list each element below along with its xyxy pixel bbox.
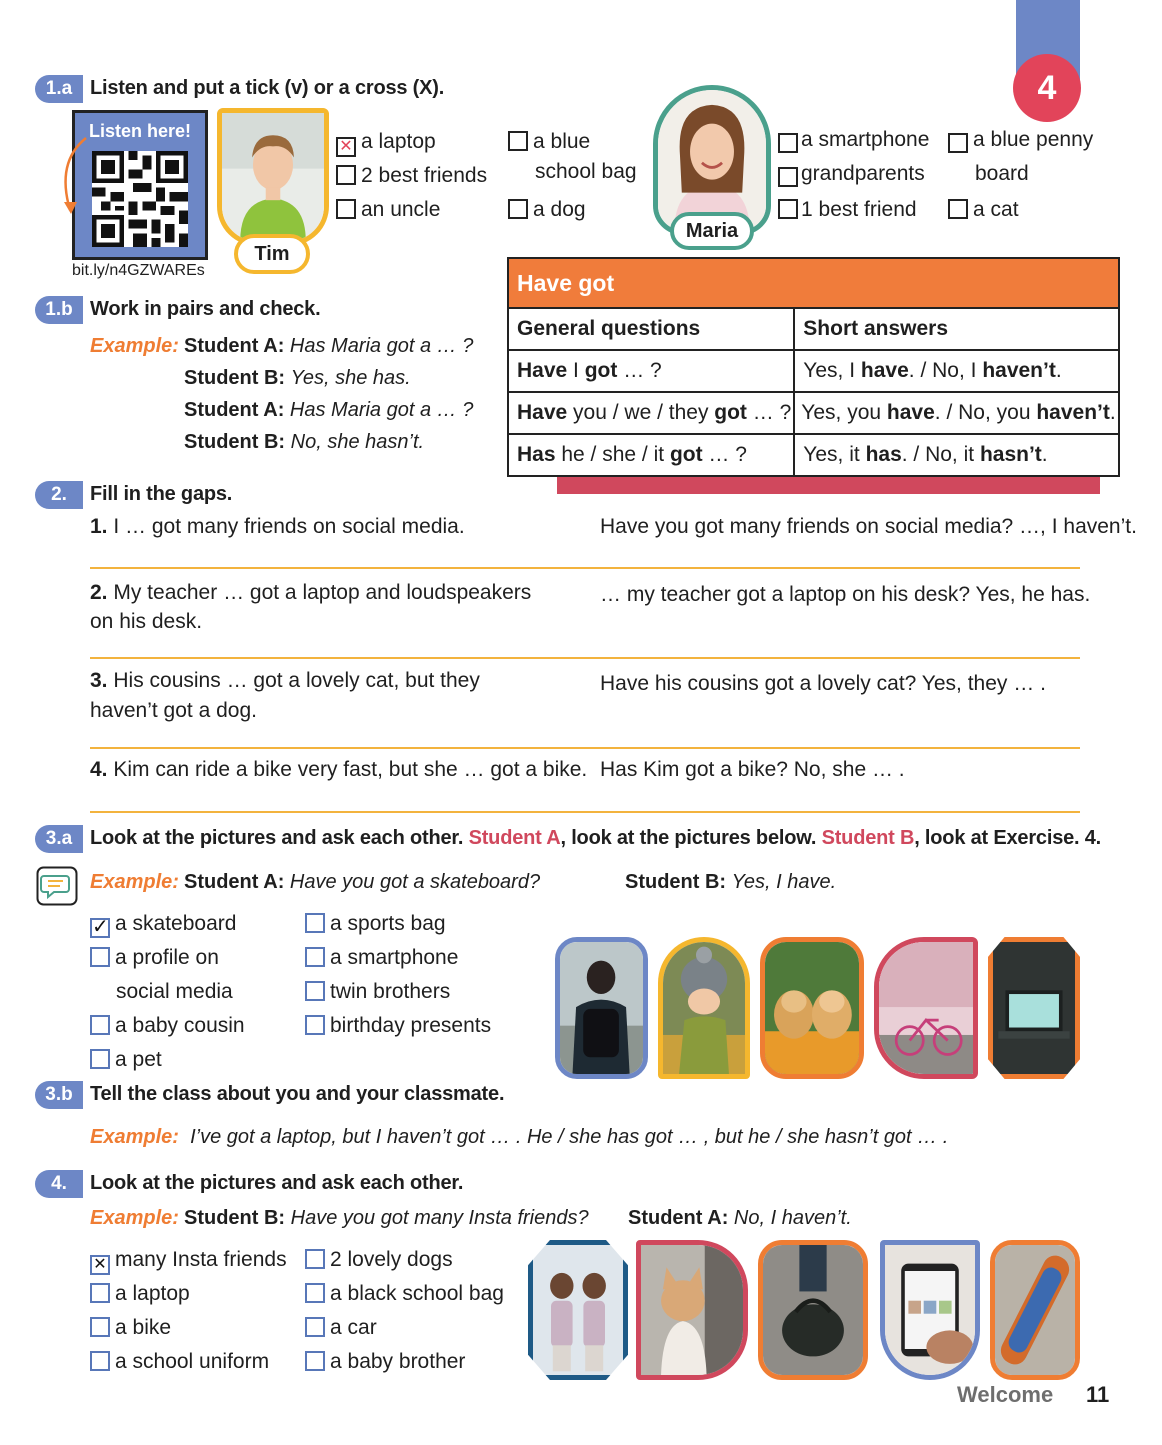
checkbox[interactable] (778, 199, 798, 219)
grammar-title: Have got (508, 258, 1119, 308)
audio-link[interactable]: bit.ly/n4GZWAREs (72, 262, 205, 279)
item-label: 2 best friends (361, 164, 488, 187)
checklist-item (90, 1014, 245, 1038)
item-label: a pet (115, 1048, 162, 1071)
checkbox[interactable] (948, 133, 968, 153)
grammar-header-answers: Short answers (794, 308, 1118, 350)
exercise-title-3b: Tell the class about you and your classmate. (90, 1083, 505, 1105)
divider (90, 747, 1080, 749)
example-sentence: Example: I’ve got a laptop, but I haven’t got … . He / she has got … , but he / she hasn’t got … . (90, 1126, 949, 1148)
item-label: a dog (533, 198, 586, 221)
item-label: a baby brother (330, 1350, 466, 1373)
checkbox[interactable] (90, 1015, 110, 1035)
checklist-item-cont: social media (116, 980, 233, 1003)
checkbox[interactable] (778, 167, 798, 187)
checkbox[interactable] (305, 1283, 325, 1303)
grammar-row (508, 434, 1119, 476)
grammar-answer: Yes, you have. / No, you haven’t. (794, 392, 1118, 434)
item-label: a car (330, 1316, 377, 1339)
grammar-row (508, 392, 1119, 434)
exercise-title-1b: Work in pairs and check. (90, 298, 321, 320)
checklist-item (90, 946, 219, 970)
item-label: a laptop (115, 1282, 190, 1305)
checkbox[interactable] (305, 913, 325, 933)
photo-smartphone (880, 1240, 980, 1380)
checklist-item (90, 1350, 269, 1374)
item-label: a blue penny (973, 128, 1094, 151)
item-label: 2 lovely dogs (330, 1248, 453, 1271)
dialogue-line: Student A: Has Maria got a … ? (184, 399, 474, 421)
checklist-item-cont: board (975, 162, 1029, 185)
checklist-item (305, 1282, 504, 1306)
gap-item-left: 3. His cousins … got a lovely cat, but they (90, 669, 480, 692)
item-label: a laptop (361, 130, 436, 153)
grammar-table (507, 257, 1120, 477)
exercise-title-3a: Look at the pictures and ask each other. Student A, look at the pictures below. Student B, look at Exercise. 4. (90, 827, 1102, 849)
checkbox[interactable] (90, 947, 110, 967)
checkbox[interactable] (305, 981, 325, 1001)
gap-item-right: … my teacher got a laptop on his desk? Yes, he has. (600, 583, 1091, 606)
grammar-answer: Yes, it has. / No, it hasn’t. (794, 434, 1118, 476)
dialogue-line: Student A: Have you got a skateboard? (184, 871, 541, 893)
checkbox[interactable] (948, 199, 968, 219)
item-label: a cat (973, 198, 1019, 221)
checkbox-crossed[interactable]: ✕ (90, 1255, 110, 1275)
qr-code[interactable] (92, 151, 188, 247)
tim-photo (217, 108, 329, 246)
listen-here-label: Listen here! (88, 121, 192, 141)
checklist-item (90, 1316, 171, 1340)
dialogue-line: Student B: No, she hasn’t. (184, 431, 425, 453)
exercise-badge-2: 2. (35, 481, 83, 509)
checkbox-ticked[interactable]: ✓ (92, 916, 109, 938)
checkbox[interactable] (305, 1351, 325, 1371)
unit-number-badge: 4 (1013, 54, 1081, 122)
checklist-item (305, 1248, 453, 1272)
checklist-item (778, 198, 917, 222)
checkbox[interactable] (336, 199, 356, 219)
grammar-question: Have you / we / they got … ? (508, 392, 794, 434)
checkbox[interactable] (336, 165, 356, 185)
checkbox[interactable] (305, 1249, 325, 1269)
page-number: 11 (1086, 1382, 1110, 1407)
item-label: a smartphone (330, 946, 459, 969)
tim-name-label: Tim (234, 234, 310, 274)
grammar-question: Have I got … ? (508, 350, 794, 392)
checklist-item (90, 912, 236, 938)
checkbox[interactable] (90, 1351, 110, 1371)
checklist-item (336, 130, 436, 157)
item-label: many Insta friends (115, 1248, 287, 1271)
example-label: Example: (90, 335, 179, 357)
item-label: a school uniform (115, 1350, 270, 1373)
divider (90, 657, 1080, 659)
dialogue-line: Student B: Have you got many Insta friends? (184, 1207, 589, 1229)
item-label: 1 best friend (801, 198, 917, 221)
checklist-item (508, 198, 586, 222)
photo-kitten (636, 1240, 748, 1380)
checklist-item (948, 128, 1093, 153)
example-label: Example: (90, 871, 179, 893)
checklist-item (508, 130, 590, 154)
item-label: a baby cousin (115, 1014, 245, 1037)
checklist-item (778, 128, 929, 153)
item-label: a smartphone (801, 128, 930, 151)
grammar-answer: Yes, I have. / No, I haven’t. (794, 350, 1118, 392)
footer-section-title: Welcome (957, 1382, 1054, 1407)
maria-name-label: Maria (670, 212, 754, 250)
item-label: an uncle (361, 198, 441, 221)
speech-bubble-icon (36, 866, 78, 906)
photo-puppies (760, 937, 864, 1079)
exercise-badge-1a: 1.a (35, 75, 83, 103)
item-label: a skateboard (115, 912, 237, 935)
checkbox[interactable] (90, 1283, 110, 1303)
photo-twin-boys (528, 1240, 628, 1380)
checklist-item (305, 1350, 465, 1374)
item-label: grandparents (801, 162, 925, 185)
checkbox-crossed[interactable]: ✕ (336, 137, 356, 157)
gap-item-left: 4. Kim can ride a bike very fast, but she … got a bike. (90, 758, 588, 781)
item-label: a blue (533, 130, 591, 153)
dialogue-line: Student B: Yes, I have. (625, 871, 837, 893)
exercise-title-4: Look at the pictures and ask each other. (90, 1172, 464, 1194)
checklist-item (305, 912, 446, 936)
item-label: birthday presents (330, 1014, 492, 1037)
checklist-item (305, 1316, 377, 1340)
checkbox[interactable] (778, 133, 798, 153)
gap-item-left-cont: haven’t got a dog. (90, 699, 257, 722)
exercise-title-2: Fill in the gaps. (90, 483, 233, 505)
checklist-item (305, 1014, 491, 1038)
photo-laptop (988, 937, 1080, 1079)
qr-panel[interactable] (72, 110, 208, 260)
checklist-item-cont: school bag (535, 160, 637, 183)
dialogue-line: Student A: Has Maria got a … ? (184, 335, 474, 357)
checklist-item (305, 980, 450, 1004)
checkbox[interactable] (508, 131, 528, 151)
photo-bicycle (874, 937, 978, 1079)
gap-item-right: Have you got many friends on social media? …, I haven’t. (600, 515, 1137, 538)
item-label: twin brothers (330, 980, 451, 1003)
photo-black-bag (758, 1240, 868, 1380)
checkbox[interactable] (305, 1317, 325, 1337)
grammar-box (507, 257, 1120, 477)
gap-item-right: Have his cousins got a lovely cat? Yes, they … . (600, 672, 1046, 695)
checklist-item (948, 198, 1019, 222)
exercise-badge-3b: 3.b (35, 1081, 83, 1109)
exercise-badge-4: 4. (35, 1170, 83, 1198)
checklist-item (336, 164, 487, 188)
divider (90, 811, 1080, 813)
item-label: a sports bag (330, 912, 446, 935)
dialogue-line: Student B: Yes, she has. (184, 367, 411, 389)
item-label: a black school bag (330, 1282, 504, 1305)
grammar-question: Has he / she / it got … ? (508, 434, 794, 476)
checkbox[interactable] (508, 199, 528, 219)
item-label: a bike (115, 1316, 172, 1339)
checklist-item (90, 1248, 287, 1275)
checkbox[interactable] (305, 1015, 325, 1035)
checklist-item (778, 162, 925, 187)
checkbox[interactable] (90, 1317, 110, 1337)
exercise-badge-3a: 3.a (35, 825, 83, 853)
item-label: a profile on (115, 946, 219, 969)
checklist-item (336, 198, 440, 222)
checklist-item (305, 946, 458, 970)
photo-backpack-boy (555, 937, 648, 1079)
checklist-item (90, 1048, 162, 1072)
photo-baby-in-hat (658, 937, 750, 1079)
gap-item-left: 1. I … got many friends on social media. (90, 515, 465, 538)
exercise-badge-1b: 1.b (35, 296, 83, 324)
dialogue-line: Student A: No, I haven’t. (628, 1207, 852, 1229)
divider (90, 567, 1080, 569)
checkbox[interactable] (90, 1049, 110, 1069)
grammar-header-questions: General questions (508, 308, 794, 350)
checkbox[interactable] (305, 947, 325, 967)
gap-item-left-cont: on his desk. (90, 610, 203, 633)
example-label: Example: (90, 1207, 179, 1229)
exercise-title-1a: Listen and put a tick (v) or a cross (X). (90, 77, 445, 99)
photo-skateboard (990, 1240, 1080, 1380)
gap-item-left: 2. My teacher … got a laptop and loudspeakers (90, 581, 532, 604)
grammar-row (508, 350, 1119, 392)
arrow-icon (52, 132, 92, 222)
checklist-item (90, 1282, 190, 1306)
gap-item-right: Has Kim got a bike? No, she … . (600, 758, 905, 781)
